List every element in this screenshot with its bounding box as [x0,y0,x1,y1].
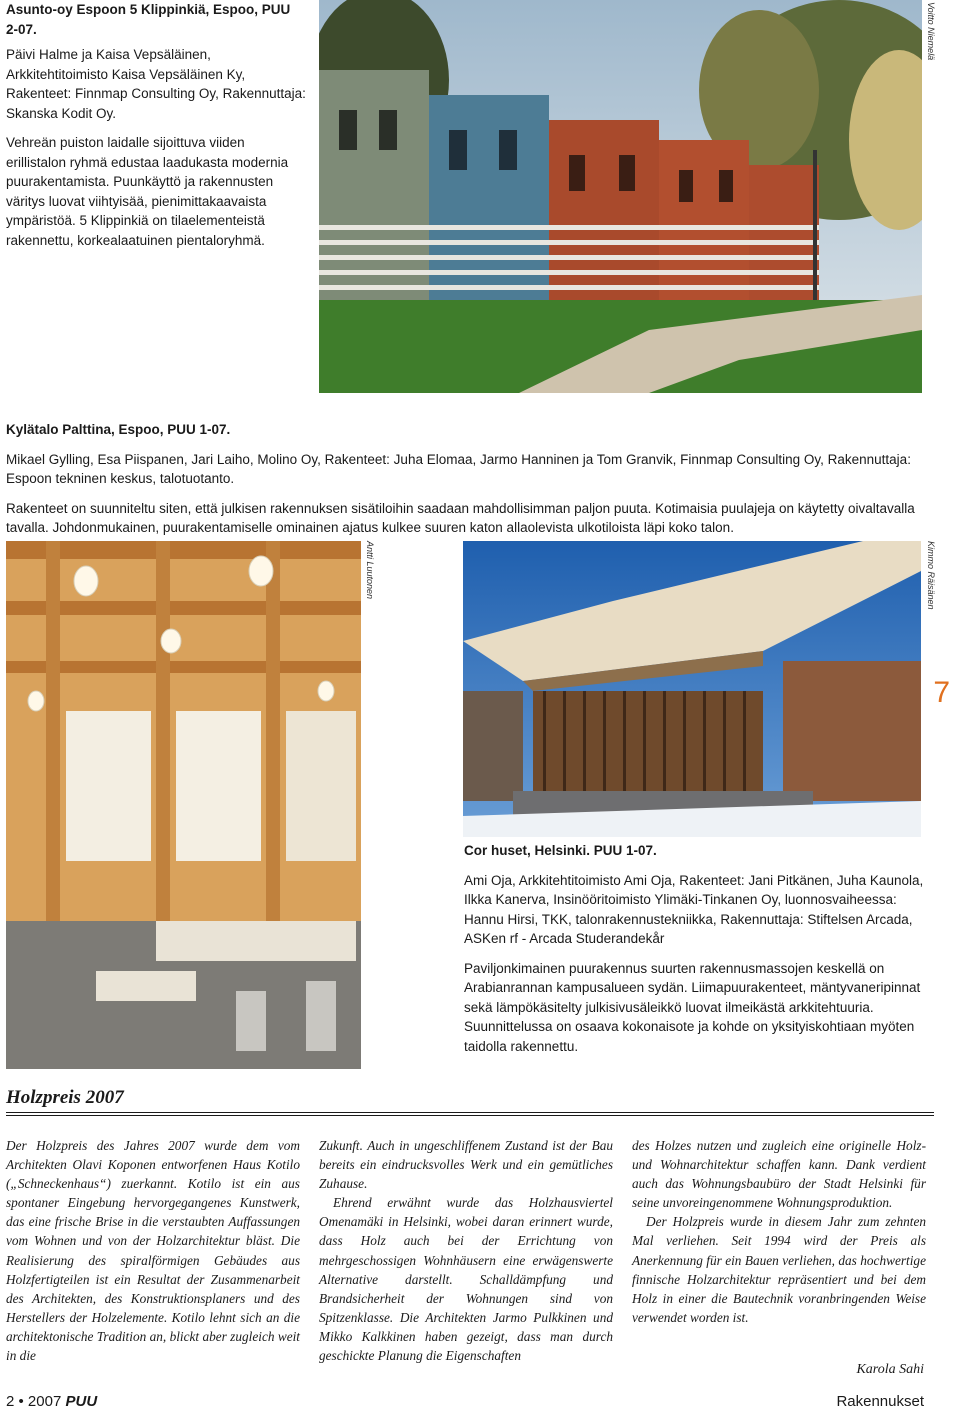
photo-cor-huset [463,541,921,837]
houses-illustration [319,0,922,393]
holzpreis-column-1 [6,1136,300,1365]
footer-section: Rakennukset [836,1393,924,1410]
magazine-brand: PUU [65,1393,98,1410]
photo-credit-luutonen: Antti Luutonen [365,541,375,600]
article-title: Kylätalo Palttina, Espoo, PUU 1-07. [6,422,231,437]
intro-article-klippinki [6,0,306,250]
column-text: Der Holzpreis des Jahres 2007 wurde dem vom Architekten Olavi Koponen entworfenen Haus Kotilo („Schneckenhaus“) zuerkannt. Kotilo ist ein aus spontaner Eingebung hervorgegangenes Kunstwerk, das eine frische Brise in die verstaubten Auffassungen vom Wohnen und von der Holzarchitektur bläst. Die Realisierung des spiralförmigen Gebäudes aus Holzfertigteilen ist ein Resultat der Zusammenarbeit des Architekten, des Konstruktionsplaners und des Herstellers der Holzelemente. Kotilo lehnt sich an die architektonische Tradition an, blickt aber zugleich weit in die [6,1138,300,1364]
article-body: Vehreän puiston laidalle sijoittuva viiden erillistalon ryhmä edustaa laadukasta modernia puurakentamista. Puunkäyttö ja rakennusten väritys luovat viihtyisää, pienimittakaavaista ympäristöä. 5 Klippinkiä on tilaelementeistä rakennettu, korkealaatuinen pientaloryhmä. [6,135,289,248]
article-palttina [6,420,936,538]
interior-illustration [6,541,361,1069]
article-body: Paviljonkimainen puurakennus suurten rakennusmassojen keskellä on Arabianrannan kampusalueen sydän. Liimapuurakenteet, mäntyvaneripinnat sekä lämpökäsitelty julkisivusäleikkö luovat ilmeikästä arkkitehtuuria. Suunnittelussa on osaava kokonaisote ja kohde on yksityiskohtiaan myöten taidolla rakennettu. [464,960,921,1054]
holzpreis-header [6,1086,934,1116]
article-title: Cor huset, Helsinki. PUU 1-07. [464,843,657,858]
holzpreis-column-3 [632,1136,926,1327]
author-signature: Karola Sahi [856,1362,924,1377]
column-text: Zukunft. Auch in ungeschliffenem Zustand ist der Bau bereits ein eindrucksvolles Werk und ein gemütliches Zuhause. [319,1138,613,1192]
article-credits: Ami Oja, Arkkitehtitoimisto Ami Oja, Rakenteet: Jani Pitkänen, Juha Kaunola, Ilkka Kanerva, Insinööritoimisto Ylimäki-Tinkanen Oy, luonnosvaiheessa: Hannu Hirsi, TKK, talonrakennustekniikka, Rakennuttaja: Stiftelsen Arcada, ASKen rf - Arcada Studerandekår [464,872,924,946]
photo-credit-raisanen: Kimmo Räisänen [926,541,936,610]
issue-number: 2 • 2007 [6,1393,62,1410]
photo-klippinki-houses [319,0,922,393]
footer-issue [6,1393,97,1410]
holzpreis-column-2 [319,1136,613,1365]
holzpreis-title: Holzpreis 2007 [6,1087,124,1108]
divider [6,1112,934,1113]
pavilion-illustration [463,541,921,837]
article-credits: Päivi Halme ja Kaisa Vepsäläinen, Arkkitehtitoimisto Kaisa Vepsäläinen Ky, Rakenteet: Finnmap Consulting Oy, Rakennuttaja: Skanska Kodit Oy. [6,47,306,121]
divider [6,1115,934,1116]
column-text: des Holzes nutzen und zugleich eine originelle Holz- und Wohnarchitektur schaffen kann. Dank verdient auch das Wohnungsbaubüro der Stadt Helsinki für seine unvoreingenommene Wohnungsproduktion. [632,1138,926,1211]
column-text: Der Holzpreis wurde in diesem Jahr zum zehnten Mal verliehen. Seit 1994 wird der Preis als Anerkennung für ein Bauen verliehen, das hochwertige finnische Holzarchitektur repräsentiert und bei dem Holz in einer die Bautechnik voranbringenden Weise verwendet worden ist. [632,1214,926,1325]
article-body: Rakenteet on suunniteltu siten, että julkisen rakennuksen sisätiloihin saadaan mahdollisimman paljon puuta. Kotimaisia puulajeja on käytetty oivaltavalla tavalla. Johdonmukainen, puurakentamiselle ominainen ajatus kulkee suuren katon allaolevista ulkotiloista läpi koko talon. [6,500,915,535]
photo-credit-niemela: Voitto Niemelä [926,2,936,61]
column-text: Ehrend erwähnt wurde das Holzhausviertel Omenamäki in Helsinki, wobei daran erinnert wurde, dass Holz auch bei der Errichtung von mehrgeschossigen Wohnhäusern eine erwägenswerte Alternative darstellt. Schalldämpfung und Brandsicherheit der Wohnungen sind von Spitzenklasse. Die Architekten Jarmo Pulkkinen und Mikko Kalkkinen haben gezeigt, dass man durch geschickte Planung die Eigenschaften [319,1195,613,1364]
page-number: 7 [933,676,950,709]
article-cor-huset [464,841,934,1056]
article-credits: Mikael Gylling, Esa Piispanen, Jari Laiho, Molino Oy, Rakenteet: Juha Elomaa, Jarmo Hanninen ja Tom Granvik, Finnmap Consulting Oy, Rakennuttaja: Espoon tekninen keskus, talotuotanto. [6,451,911,486]
photo-palttina-interior [6,541,361,1069]
article-title: Asunto-oy Espoon 5 Klippinkiä, Espoo, PUU 2-07. [6,2,291,37]
